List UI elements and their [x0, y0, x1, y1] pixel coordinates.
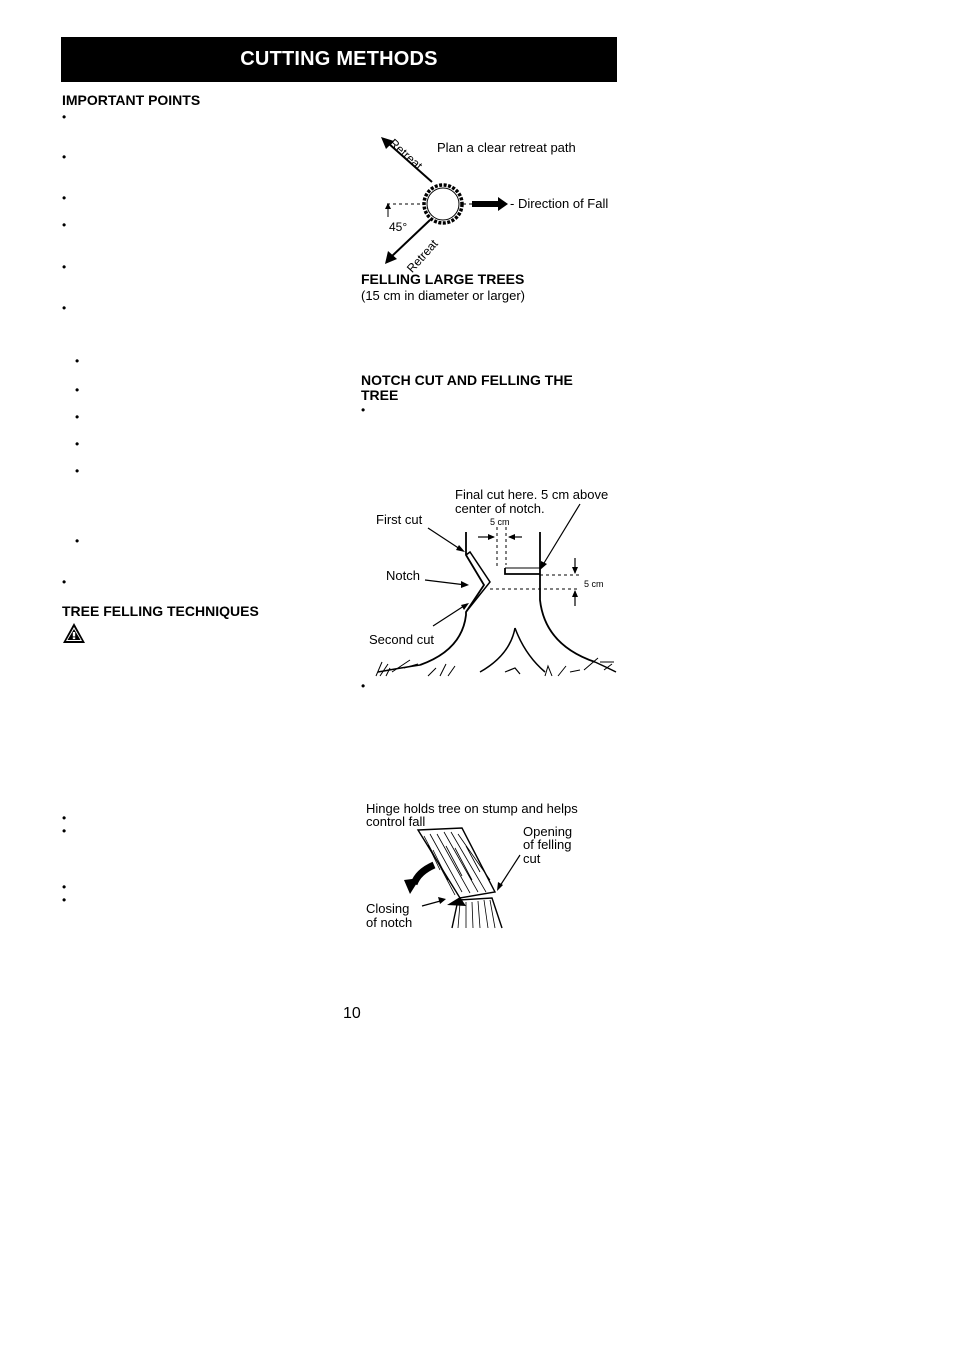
dimension-top-label: 5 cm	[490, 517, 510, 527]
sub-bullet: •	[75, 410, 80, 424]
bullet: •	[62, 110, 67, 124]
notch-cut-heading-line1: NOTCH CUT AND FELLING THE	[361, 372, 573, 388]
bullet: •	[62, 824, 67, 838]
closing-label-line2: of notch	[366, 915, 413, 930]
bullet: •	[361, 679, 366, 693]
bullet: •	[62, 260, 67, 274]
sub-bullet: •	[75, 354, 80, 368]
bullet: •	[62, 218, 67, 232]
bullet: •	[62, 301, 67, 315]
retreat-label-upper: Retreat	[386, 136, 426, 173]
bullet: •	[62, 191, 67, 205]
bullet: •	[361, 403, 366, 417]
retreat-label-lower: Retreat	[404, 236, 441, 276]
sub-bullet: •	[75, 383, 80, 397]
important-points-heading: IMPORTANT POINTS	[62, 92, 201, 108]
bullet: •	[62, 150, 67, 164]
felling-large-trees-subheading: (15 cm in diameter or larger)	[361, 288, 525, 303]
direction-of-fall-label: - Direction of Fall	[510, 196, 609, 211]
hinge-label-line1: Hinge holds tree on stump and helps	[366, 801, 578, 816]
plan-retreat-label: Plan a clear retreat path	[437, 140, 576, 155]
notch-cut-heading-line2: TREE	[361, 387, 399, 403]
sub-bullet: •	[75, 437, 80, 451]
opening-label-line2: of felling	[523, 837, 572, 852]
opening-label-line3: cut	[523, 851, 541, 866]
page-title: CUTTING METHODS	[240, 48, 438, 70]
tree-felling-heading: TREE FELLING TECHNIQUES	[62, 603, 259, 619]
hinge-label-line2: control fall	[366, 814, 426, 829]
bullet: •	[62, 811, 67, 825]
bullet: •	[62, 880, 67, 894]
notch-label: Notch	[386, 568, 420, 583]
second-cut-label: Second cut	[369, 632, 435, 647]
angle-label: 45°	[389, 220, 408, 234]
final-cut-label-line1: Final cut here. 5 cm above	[455, 487, 609, 502]
felling-large-trees-heading: FELLING LARGE TREES	[361, 271, 525, 287]
sub-bullet: •	[75, 464, 80, 478]
dimension-right-label: 5 cm	[584, 579, 604, 589]
first-cut-label: First cut	[376, 512, 423, 527]
closing-label-line1: Closing	[366, 901, 410, 916]
opening-label-line1: Opening	[523, 824, 573, 839]
final-cut-label-line2: center of notch.	[455, 501, 545, 516]
bullet: •	[62, 575, 67, 589]
bullet: •	[62, 893, 67, 907]
sub-bullet: •	[75, 534, 80, 548]
page-number: 10	[343, 1005, 361, 1022]
